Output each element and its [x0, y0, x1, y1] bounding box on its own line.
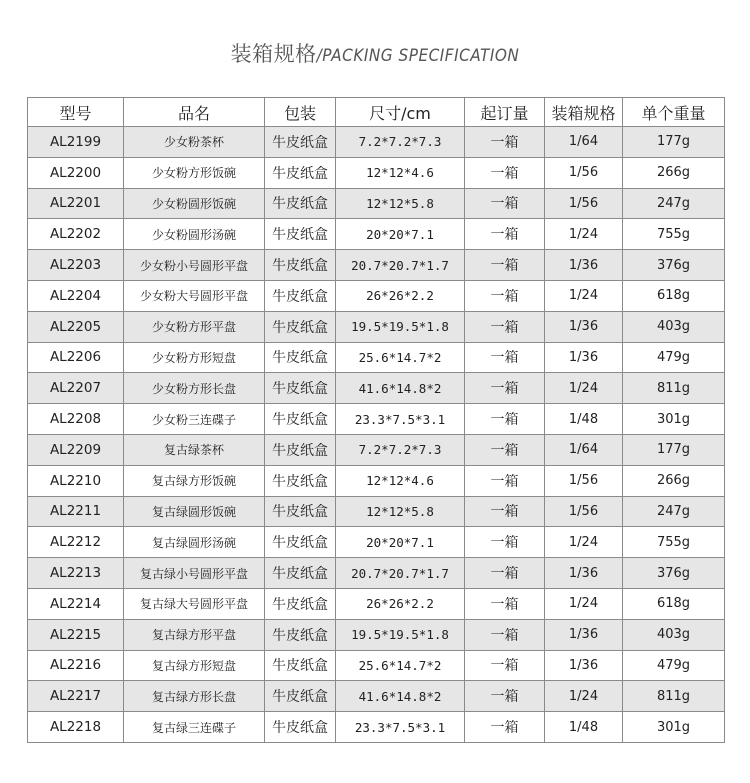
- cell-box-spec: 1/36: [545, 311, 623, 342]
- cell-model: AL2216: [28, 650, 124, 681]
- header-model: 型号: [28, 98, 124, 127]
- table-row: [28, 712, 725, 743]
- cell-box-spec: 1/24: [545, 527, 623, 558]
- cell-product-name: 复古绿茶杯: [124, 434, 265, 465]
- cell-unit-weight: 618g: [623, 588, 725, 619]
- cell-unit-weight: 266g: [623, 157, 725, 188]
- header-box-spec: 装箱规格: [545, 98, 623, 127]
- cell-moq: 一箱: [465, 127, 545, 158]
- cell-packaging: 牛皮纸盒: [265, 558, 336, 589]
- cell-unit-weight: 177g: [623, 434, 725, 465]
- cell-product-name: 复古绿方形饭碗: [124, 465, 265, 496]
- cell-box-spec: 1/24: [545, 588, 623, 619]
- cell-product-name: 复古绿圆形汤碗: [124, 527, 265, 558]
- cell-box-spec: 1/56: [545, 465, 623, 496]
- cell-size: 23.3*7.5*3.1: [336, 712, 465, 743]
- cell-box-spec: 1/36: [545, 619, 623, 650]
- cell-moq: 一箱: [465, 527, 545, 558]
- table-row: [28, 588, 725, 619]
- cell-size: 7.2*7.2*7.3: [336, 434, 465, 465]
- cell-model: AL2206: [28, 342, 124, 373]
- cell-unit-weight: 811g: [623, 373, 725, 404]
- cell-packaging: 牛皮纸盒: [265, 434, 336, 465]
- cell-packaging: 牛皮纸盒: [265, 219, 336, 250]
- cell-model: AL2215: [28, 619, 124, 650]
- cell-packaging: 牛皮纸盒: [265, 712, 336, 743]
- cell-unit-weight: 618g: [623, 280, 725, 311]
- cell-moq: 一箱: [465, 650, 545, 681]
- cell-model: AL2205: [28, 311, 124, 342]
- header-size: 尺寸/cm: [336, 98, 465, 127]
- cell-product-name: 少女粉小号圆形平盘: [124, 250, 265, 281]
- cell-box-spec: 1/56: [545, 157, 623, 188]
- cell-size: 7.2*7.2*7.3: [336, 127, 465, 158]
- header-name: 品名: [124, 98, 265, 127]
- cell-unit-weight: 403g: [623, 619, 725, 650]
- header-unit-weight: 单个重量: [623, 98, 725, 127]
- title-en: /PACKING SPECIFICATION: [316, 46, 520, 66]
- cell-packaging: 牛皮纸盒: [265, 465, 336, 496]
- table-row: [28, 434, 725, 465]
- cell-size: 12*12*5.8: [336, 188, 465, 219]
- cell-box-spec: 1/36: [545, 650, 623, 681]
- cell-product-name: 少女粉圆形饭碗: [124, 188, 265, 219]
- cell-model: AL2211: [28, 496, 124, 527]
- cell-box-spec: 1/24: [545, 219, 623, 250]
- cell-packaging: 牛皮纸盒: [265, 188, 336, 219]
- cell-packaging: 牛皮纸盒: [265, 373, 336, 404]
- cell-box-spec: 1/24: [545, 280, 623, 311]
- cell-product-name: 少女粉方形平盘: [124, 311, 265, 342]
- table-row: [28, 250, 725, 281]
- table-body: [28, 127, 725, 743]
- header-row: [28, 98, 725, 127]
- cell-moq: 一箱: [465, 434, 545, 465]
- cell-moq: 一箱: [465, 619, 545, 650]
- cell-product-name: 少女粉三连碟子: [124, 404, 265, 435]
- cell-unit-weight: 247g: [623, 496, 725, 527]
- cell-packaging: 牛皮纸盒: [265, 127, 336, 158]
- cell-packaging: 牛皮纸盒: [265, 250, 336, 281]
- cell-moq: 一箱: [465, 342, 545, 373]
- cell-packaging: 牛皮纸盒: [265, 681, 336, 712]
- cell-product-name: 复古绿三连碟子: [124, 712, 265, 743]
- cell-product-name: 少女粉茶杯: [124, 127, 265, 158]
- cell-unit-weight: 301g: [623, 404, 725, 435]
- table-row: [28, 280, 725, 311]
- cell-unit-weight: 479g: [623, 650, 725, 681]
- cell-box-spec: 1/24: [545, 373, 623, 404]
- cell-model: AL2203: [28, 250, 124, 281]
- cell-model: AL2204: [28, 280, 124, 311]
- cell-unit-weight: 479g: [623, 342, 725, 373]
- table-row: [28, 681, 725, 712]
- cell-product-name: 少女粉方形短盘: [124, 342, 265, 373]
- cell-product-name: 复古绿方形短盘: [124, 650, 265, 681]
- title-cn: 装箱规格: [230, 42, 317, 66]
- cell-product-name: 少女粉方形饭碗: [124, 157, 265, 188]
- cell-box-spec: 1/36: [545, 558, 623, 589]
- header-packaging: 包装: [265, 98, 336, 127]
- table-row: [28, 527, 725, 558]
- cell-model: AL2212: [28, 527, 124, 558]
- cell-product-name: 复古绿圆形饭碗: [124, 496, 265, 527]
- cell-packaging: 牛皮纸盒: [265, 342, 336, 373]
- cell-box-spec: 1/64: [545, 127, 623, 158]
- cell-moq: 一箱: [465, 588, 545, 619]
- cell-size: 25.6*14.7*2: [336, 342, 465, 373]
- table-row: [28, 558, 725, 589]
- cell-model: AL2199: [28, 127, 124, 158]
- cell-box-spec: 1/36: [545, 250, 623, 281]
- cell-unit-weight: 376g: [623, 250, 725, 281]
- cell-size: 19.5*19.5*1.8: [336, 311, 465, 342]
- cell-model: AL2200: [28, 157, 124, 188]
- cell-packaging: 牛皮纸盒: [265, 404, 336, 435]
- cell-model: AL2213: [28, 558, 124, 589]
- cell-model: AL2214: [28, 588, 124, 619]
- cell-packaging: 牛皮纸盒: [265, 496, 336, 527]
- cell-moq: 一箱: [465, 496, 545, 527]
- table-row: [28, 465, 725, 496]
- cell-moq: 一箱: [465, 712, 545, 743]
- cell-moq: 一箱: [465, 465, 545, 496]
- cell-packaging: 牛皮纸盒: [265, 619, 336, 650]
- cell-packaging: 牛皮纸盒: [265, 311, 336, 342]
- cell-size: 20.7*20.7*1.7: [336, 250, 465, 281]
- cell-packaging: 牛皮纸盒: [265, 588, 336, 619]
- packing-spec-table: [27, 97, 725, 743]
- cell-box-spec: 1/48: [545, 712, 623, 743]
- cell-unit-weight: 247g: [623, 188, 725, 219]
- table-row: [28, 188, 725, 219]
- cell-moq: 一箱: [465, 311, 545, 342]
- table-row: [28, 157, 725, 188]
- cell-unit-weight: 376g: [623, 558, 725, 589]
- cell-unit-weight: 266g: [623, 465, 725, 496]
- cell-model: AL2208: [28, 404, 124, 435]
- cell-moq: 一箱: [465, 373, 545, 404]
- table-row: [28, 127, 725, 158]
- cell-unit-weight: 811g: [623, 681, 725, 712]
- cell-packaging: 牛皮纸盒: [265, 527, 336, 558]
- cell-model: AL2202: [28, 219, 124, 250]
- table-row: [28, 650, 725, 681]
- cell-unit-weight: 755g: [623, 219, 725, 250]
- cell-box-spec: 1/64: [545, 434, 623, 465]
- cell-model: AL2218: [28, 712, 124, 743]
- table-row: [28, 404, 725, 435]
- cell-size: 41.6*14.8*2: [336, 681, 465, 712]
- cell-size: 20*20*7.1: [336, 527, 465, 558]
- cell-size: 20.7*20.7*1.7: [336, 558, 465, 589]
- cell-size: 12*12*5.8: [336, 496, 465, 527]
- table-row: [28, 496, 725, 527]
- cell-packaging: 牛皮纸盒: [265, 650, 336, 681]
- cell-box-spec: 1/24: [545, 681, 623, 712]
- table-row: [28, 342, 725, 373]
- cell-moq: 一箱: [465, 188, 545, 219]
- cell-moq: 一箱: [465, 219, 545, 250]
- cell-box-spec: 1/56: [545, 188, 623, 219]
- cell-size: 20*20*7.1: [336, 219, 465, 250]
- cell-product-name: 复古绿大号圆形平盘: [124, 588, 265, 619]
- cell-moq: 一箱: [465, 681, 545, 712]
- cell-moq: 一箱: [465, 280, 545, 311]
- cell-unit-weight: 755g: [623, 527, 725, 558]
- cell-model: AL2209: [28, 434, 124, 465]
- table-row: [28, 219, 725, 250]
- page-title: [0, 38, 750, 70]
- cell-packaging: 牛皮纸盒: [265, 280, 336, 311]
- cell-unit-weight: 403g: [623, 311, 725, 342]
- cell-model: AL2207: [28, 373, 124, 404]
- table-row: [28, 311, 725, 342]
- cell-size: 25.6*14.7*2: [336, 650, 465, 681]
- cell-product-name: 复古绿方形长盘: [124, 681, 265, 712]
- cell-box-spec: 1/48: [545, 404, 623, 435]
- cell-product-name: 少女粉大号圆形平盘: [124, 280, 265, 311]
- cell-box-spec: 1/56: [545, 496, 623, 527]
- cell-product-name: 复古绿小号圆形平盘: [124, 558, 265, 589]
- cell-unit-weight: 177g: [623, 127, 725, 158]
- cell-size: 41.6*14.8*2: [336, 373, 465, 404]
- cell-model: AL2217: [28, 681, 124, 712]
- table-row: [28, 373, 725, 404]
- table-row: [28, 619, 725, 650]
- cell-model: AL2201: [28, 188, 124, 219]
- cell-moq: 一箱: [465, 157, 545, 188]
- header-moq: 起订量: [465, 98, 545, 127]
- cell-unit-weight: 301g: [623, 712, 725, 743]
- cell-moq: 一箱: [465, 404, 545, 435]
- cell-size: 23.3*7.5*3.1: [336, 404, 465, 435]
- cell-product-name: 少女粉圆形汤碗: [124, 219, 265, 250]
- cell-moq: 一箱: [465, 250, 545, 281]
- cell-moq: 一箱: [465, 558, 545, 589]
- cell-size: 12*12*4.6: [336, 465, 465, 496]
- cell-product-name: 少女粉方形长盘: [124, 373, 265, 404]
- cell-box-spec: 1/36: [545, 342, 623, 373]
- cell-size: 19.5*19.5*1.8: [336, 619, 465, 650]
- cell-size: 12*12*4.6: [336, 157, 465, 188]
- cell-size: 26*26*2.2: [336, 588, 465, 619]
- cell-size: 26*26*2.2: [336, 280, 465, 311]
- cell-packaging: 牛皮纸盒: [265, 157, 336, 188]
- cell-product-name: 复古绿方形平盘: [124, 619, 265, 650]
- cell-model: AL2210: [28, 465, 124, 496]
